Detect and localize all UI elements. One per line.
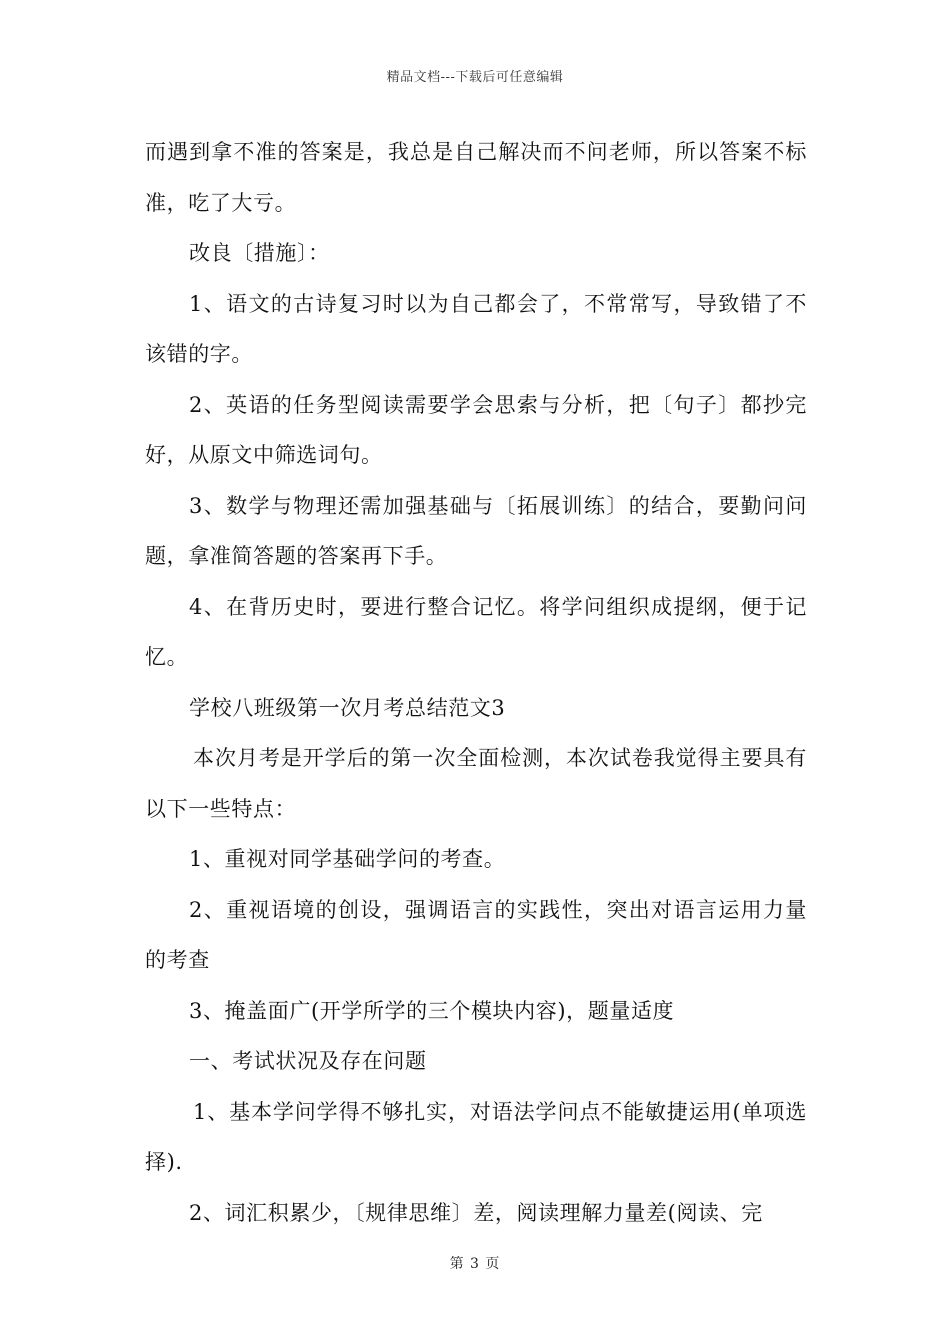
- page-number: 第 3 页: [449, 1256, 501, 1272]
- paragraph: 1、重视对同学基础学问的考查。: [189, 847, 506, 871]
- page-header: 精品文档---下载后可任意编辑: [386, 70, 564, 85]
- paragraph: 本次月考是开学后的第一次全面检测，本次试卷我觉得主要具有以下一些特点：: [145, 746, 807, 821]
- section-heading: 一、考试状况及存在问题: [189, 1049, 427, 1073]
- document-body: [145, 127, 807, 1238]
- paragraph: 改良〔措施〕：: [189, 241, 330, 265]
- paragraph: 4、在背历史时，要进行整合记忆。将学问组织成提纲，便于记忆。: [145, 594, 807, 669]
- paragraph: 而遇到拿不准的答案是，我总是自己解决而不问老师，所以答案不标准，吃了大亏。: [145, 140, 807, 215]
- paragraph: 2、英语的任务型阅读需要学会思索与分析，把〔句子〕都抄完好，从原文中筛选词句。: [145, 392, 807, 467]
- paragraph: 2、词汇积累少，〔规律思维〕差，阅读理解力量差(阅读、完: [189, 1200, 763, 1225]
- paragraph: 2、重视语境的创设，强调语言的实践性，突出对语言运用力量的考查: [145, 897, 807, 972]
- paragraph: 1、基本学问学得不够扎实，对语法学问点不能敏捷运用(单项选择).: [145, 1099, 807, 1174]
- paragraph: 1、语文的古诗复习时以为自己都会了，不常常写，导致错了不该错的字。: [145, 291, 807, 366]
- paragraph: 3、数学与物理还需加强基础与〔拓展训练〕的结合，要勤问问题，拿准简答题的答案再下手。: [145, 493, 807, 568]
- paragraph: 3、掩盖面广(开学所学的三个模块内容)，题量适度: [189, 998, 675, 1023]
- section-title: 学校八班级第一次月考总结范文3: [189, 695, 506, 720]
